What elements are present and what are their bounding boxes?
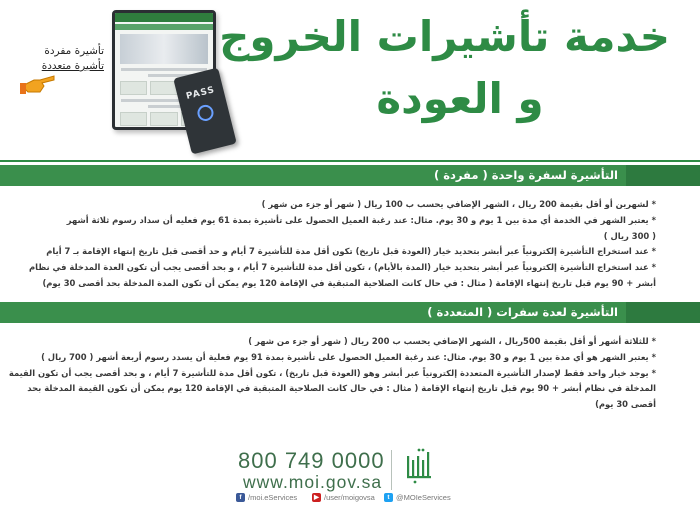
youtube-handle: /user/moigovsa <box>324 493 375 502</box>
list-item: * يعتبر الشهر هو أي مدة بين 1 يوم و 30 يوم. مثال: عند رغبة العميل الحصول على تأشيرة بمدة 91 يوم فعلية أن يسدد رسوم أربعة أشهر ( 700 ريال ) <box>41 351 656 362</box>
globe-icon <box>196 103 215 122</box>
passport-label: PASS <box>185 85 217 102</box>
list-item: أبشر + 90 يوم قبل تاريخ إنتهاء الإقامة ( مثال : في حال كانت الصلاحية المتبقية في الإقامة 120 يوم يمكن أن تكون المدة المدخلة بحد أقصى 30 يوم) <box>42 277 656 288</box>
absher-logo-icon <box>404 446 436 486</box>
footer-divider <box>391 450 392 490</box>
list-item: * عند استخراج التأشيرة إلكترونياً عبر أبشر بتحديد خيار (العودة قبل تاريخ) تكون أقل مدة للتأشيرة 7 أيام و حد أقصى قبل تاريخ إنتهاء الإقامة بـ 7 أيام <box>46 246 656 257</box>
facebook-link[interactable] <box>236 493 297 502</box>
list-item: * للثلاثة أشهر أو أقل بقيمة 500ريال ، الشهر الإضافي يحسب ب 200 ريال ( شهر أو جزء من شهر ) <box>248 336 656 346</box>
multiple-visa-heading: التأشيرة لعدة سفرات ( المتعددة ) <box>0 302 700 323</box>
list-item: * يعتبر الشهر في الخدمة أي مدة بين 1 يوم و 30 يوم. مثال: عند رغبة العميل الحصول على تأشيرة بمدة 61 يوم فعليه أن سداد رسوم ثلاثة أشهر <box>66 214 656 225</box>
twitter-icon: t <box>384 493 393 502</box>
title-line-1: خدمة تأشيرات الخروج <box>219 12 670 61</box>
youtube-link[interactable] <box>312 493 375 502</box>
multiple-visa-details <box>0 334 700 413</box>
phone-number[interactable]: 800 749 0000 <box>238 448 385 473</box>
website-link[interactable]: www.moi.gov.sa <box>243 472 383 492</box>
section-divider <box>0 160 700 162</box>
list-item: * يوجد خيار واحد فقط لإصدار التأشيرة المتعددة إلكترونياً عبر أبشر وهو (العودة قبل تاريخ) ، تكون أقل مدة للتأشيرة 7 أيام ، و بحد أقصى يجب أن تكون القيمة <box>8 367 656 378</box>
page-title <box>219 6 670 130</box>
list-item: أقصى 30 يوم) <box>595 399 656 410</box>
list-item: * عند استخراج التأشيرة إلكترونياً عبر أبشر بتحديد خيار (المدة بالأيام) ، تكون أقل مدة للتأشيرة 7 أيام ، و بحد أقصى يجب أن تكون العدة المدخلة في نظام <box>29 262 656 273</box>
youtube-icon: ▶ <box>314 494 319 501</box>
single-visa-heading: التأشيرة لسفرة واحدة ( مفردة ) <box>0 165 700 186</box>
list-item: المدخلة في نظام أبشر + 90 يوم قبل تاريخ إنتهاء الإقامة ( مثال : في حال كانت الصلاحية المتبقية في الإقامة 120 يوم يمكن أن تكون القيمة المدخلة بحد <box>27 383 656 394</box>
facebook-handle: /moi.eServices <box>248 493 298 502</box>
single-visa-details <box>0 197 700 292</box>
list-item: ( 300 ريال ) <box>603 230 656 241</box>
social-links <box>0 493 700 505</box>
twitter-link[interactable] <box>384 493 451 502</box>
website-mockup-illustration <box>112 10 230 150</box>
passport-icon <box>173 68 237 155</box>
visa-types-labels <box>28 44 104 74</box>
twitter-handle: @MOIeServices <box>396 493 451 502</box>
list-item: * لشهرين أو أقل بقيمة 200 ريال ، الشهر الإضافي يحسب ب 100 ريال ( شهر أو جزء من شهر ) <box>261 199 656 209</box>
visa-multiple-label: تأشيرة متعددة <box>41 60 104 72</box>
facebook-icon: f <box>236 493 245 502</box>
visa-single-label: تأشيرة مفردة <box>44 45 104 57</box>
title-line-2: و العودة <box>376 74 544 123</box>
pointing-hand-icon <box>20 74 56 96</box>
